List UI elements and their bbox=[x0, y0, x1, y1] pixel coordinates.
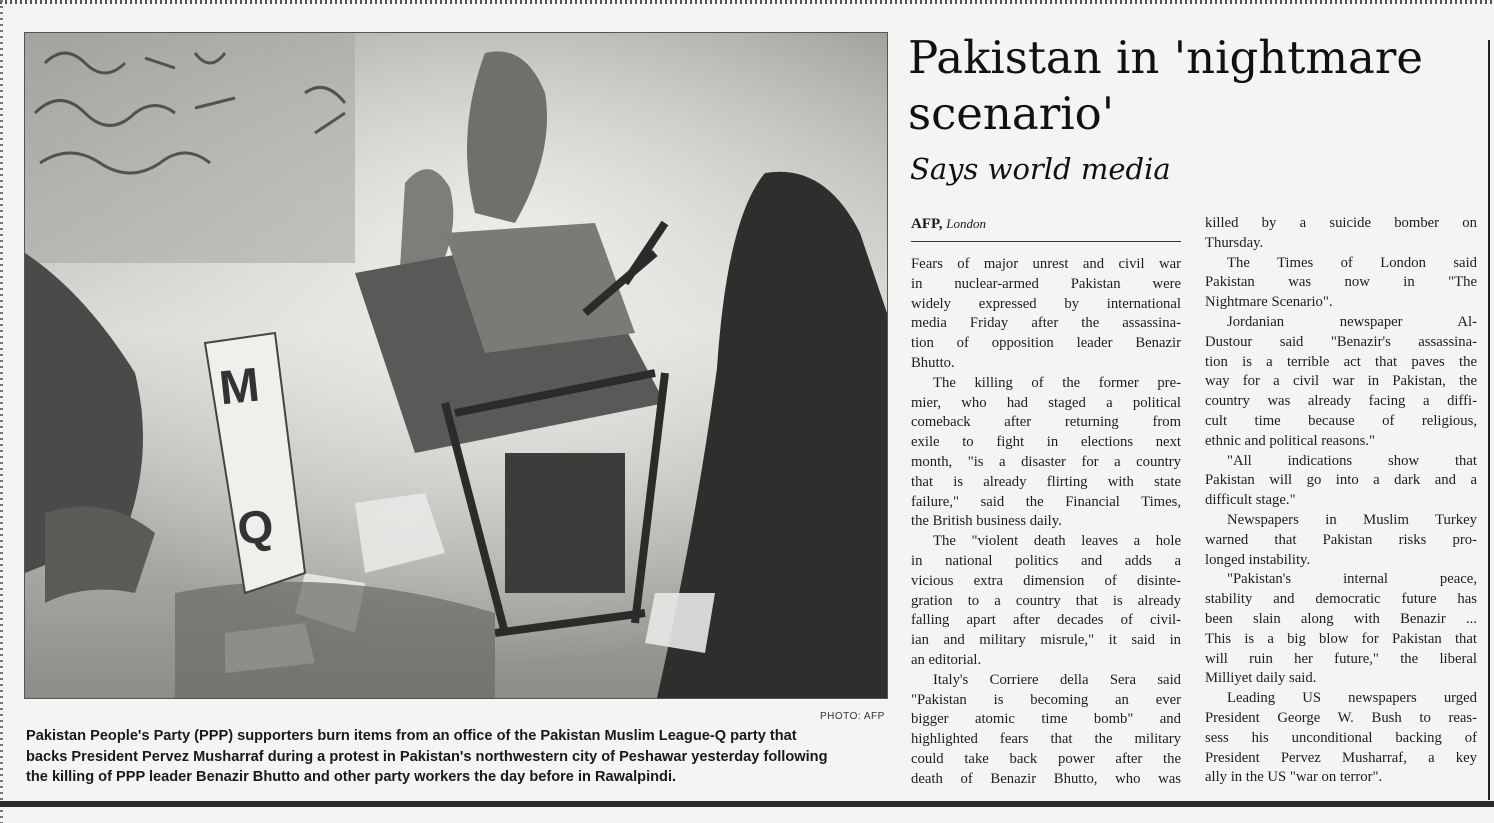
article-line: Bhutto. bbox=[911, 354, 955, 371]
article-line: in nuclear-armed Pakistan were bbox=[911, 275, 1181, 292]
article-line: stability and democratic future has bbox=[1205, 591, 1477, 608]
article-line: will ruin her future," the liberal bbox=[1205, 650, 1477, 667]
article-line: mier, who had staged a political bbox=[911, 394, 1181, 411]
article-line: bigger atomic time bomb" and bbox=[911, 711, 1181, 728]
article-line: an editorial. bbox=[911, 651, 982, 668]
article-line: gration to a country that is already bbox=[911, 592, 1181, 609]
caption-line: Pakistan People's Party (PPP) supporters burn items from an office of the Pakistan Muslim League-Q party that bbox=[26, 728, 797, 744]
article-line: Fears of major unrest and civil war bbox=[911, 256, 1181, 272]
article-line: This is a big blow for Pakistan that bbox=[1205, 630, 1477, 647]
article-line: longed instability. bbox=[1205, 551, 1311, 568]
article-line: death of Benazir Bhutto, who was bbox=[911, 770, 1181, 787]
article-line: vicious extra dimension of disinte- bbox=[911, 572, 1181, 589]
news-photo bbox=[24, 32, 888, 699]
photo-credit: PHOTO: AFP bbox=[820, 711, 885, 722]
article-line: ethnic and political reasons." bbox=[1205, 432, 1375, 449]
byline-rule bbox=[911, 241, 1181, 242]
photo-caption bbox=[26, 726, 888, 788]
headline bbox=[908, 30, 1488, 142]
top-rule bbox=[0, 0, 1494, 4]
article-column-2 bbox=[1205, 214, 1477, 788]
left-edge-dots bbox=[0, 0, 3, 823]
article-line: Italy's Corriere della Sera said bbox=[933, 671, 1181, 688]
protest-photo-illustration bbox=[25, 33, 887, 698]
article-line: way for a civil war in Pakistan, the bbox=[1205, 373, 1477, 390]
article-line: The killing of the former pre- bbox=[933, 374, 1181, 391]
article-line: Thursday. bbox=[1205, 234, 1264, 251]
article-line: killed by a suicide bomber on bbox=[1205, 215, 1477, 231]
article-line: comeback after returning from bbox=[911, 414, 1181, 431]
article-column-1 bbox=[911, 255, 1181, 790]
article-line: ally in the US "war on terror". bbox=[1205, 769, 1383, 786]
article-line: country was already facing a diffi- bbox=[1205, 393, 1477, 410]
sign-letter-q: Q bbox=[234, 499, 276, 555]
article-line: highlighted fears that the military bbox=[911, 731, 1181, 748]
byline-agency: AFP, bbox=[911, 216, 943, 232]
article-line: Newspapers in Muslim Turkey bbox=[1227, 511, 1477, 528]
article-line: falling apart after decades of civil- bbox=[911, 612, 1181, 629]
article-line: "All indications show that bbox=[1227, 452, 1477, 469]
article-line: month, "is a disaster for a country bbox=[911, 453, 1181, 470]
article-line: that is already flirting with state bbox=[911, 473, 1181, 490]
article-line: Pakistan was now in "The bbox=[1205, 274, 1477, 291]
headline-line: scenario' bbox=[908, 87, 1115, 140]
sign-letter-m: M bbox=[216, 358, 262, 416]
right-column-rule bbox=[1488, 40, 1490, 800]
article-line: Leading US newspapers urged bbox=[1227, 690, 1477, 707]
article-line: cult time because of religious, bbox=[1205, 412, 1477, 429]
article-line: Pakistan will go into a dark and a bbox=[1205, 472, 1477, 489]
article-line: Milliyet daily said. bbox=[1205, 670, 1317, 687]
byline-location: London bbox=[946, 216, 987, 231]
byline bbox=[911, 216, 986, 233]
article-line: sess his unconditional backing of bbox=[1205, 729, 1477, 746]
article-line: could take back power after the bbox=[911, 750, 1181, 767]
article-line: ian and military misrule," it said in bbox=[911, 632, 1181, 649]
article-line: failure," said the Financial Times, bbox=[911, 493, 1181, 510]
article-line: tion of opposition leader Benazir bbox=[911, 335, 1181, 352]
article-line: in national politics and adds a bbox=[911, 552, 1181, 569]
article-line: "Pakistan's internal peace, bbox=[1227, 571, 1477, 588]
article-line: Dustour said "Benazir's assassina- bbox=[1205, 333, 1477, 350]
subheadline: Says world media bbox=[910, 152, 1171, 186]
article-line: tion is a terrible act that paves the bbox=[1205, 353, 1477, 370]
article-line: Nightmare Scenario". bbox=[1205, 294, 1333, 311]
headline-line: Pakistan in 'nightmare bbox=[908, 31, 1423, 84]
article-line: The "violent death leaves a hole bbox=[933, 533, 1181, 550]
article-line: The Times of London said bbox=[1227, 254, 1477, 271]
article-line: President Pervez Musharraf, a key bbox=[1205, 749, 1477, 766]
caption-line: the killing of PPP leader Benazir Bhutto and other party workers the day before in Rawalpindi. bbox=[26, 769, 677, 785]
article-line: President George W. Bush to reas- bbox=[1205, 709, 1477, 726]
bottom-rule bbox=[0, 801, 1494, 807]
article-line: the British business daily. bbox=[911, 513, 1062, 530]
article-line: warned that Pakistan risks pro- bbox=[1205, 531, 1477, 548]
article-line: "Pakistan is becoming an ever bbox=[911, 691, 1181, 708]
article-line: widely expressed by international bbox=[911, 295, 1181, 312]
article-line: Jordanian newspaper Al- bbox=[1227, 313, 1477, 330]
caption-line: backs President Pervez Musharraf during a protest in Pakistan's northwestern city of Peshawar yesterday following bbox=[26, 748, 828, 765]
article-line: difficult stage." bbox=[1205, 492, 1296, 509]
article-line: been slain along with Benazir ... bbox=[1205, 610, 1477, 627]
article-line: exile to fight in elections next bbox=[911, 434, 1181, 451]
article-line: media Friday after the assassina- bbox=[911, 315, 1181, 332]
